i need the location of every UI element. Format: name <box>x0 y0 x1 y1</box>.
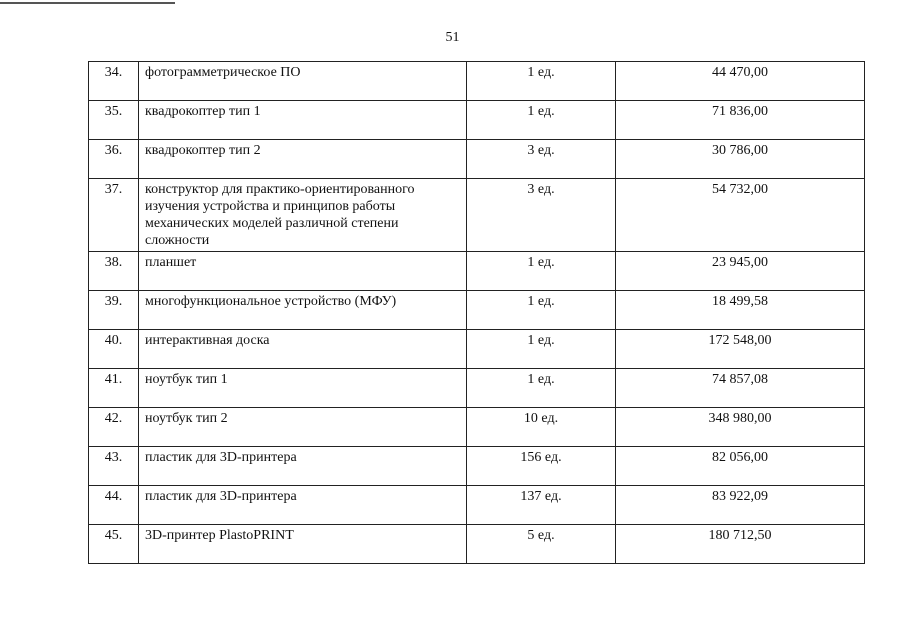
item-name: квадрокоптер тип 1 <box>139 101 467 140</box>
item-price: 54 732,00 <box>616 179 865 252</box>
table-row <box>89 486 865 525</box>
item-name: ноутбук тип 2 <box>139 408 467 447</box>
table-row <box>89 330 865 369</box>
item-quantity: 10 ед. <box>467 408 616 447</box>
item-quantity: 1 ед. <box>467 291 616 330</box>
item-quantity: 137 ед. <box>467 486 616 525</box>
item-quantity: 1 ед. <box>467 101 616 140</box>
row-number: 37. <box>89 179 139 252</box>
table-row <box>89 140 865 179</box>
item-price: 30 786,00 <box>616 140 865 179</box>
item-price: 23 945,00 <box>616 252 865 291</box>
row-number: 39. <box>89 291 139 330</box>
item-quantity: 1 ед. <box>467 252 616 291</box>
table-row <box>89 252 865 291</box>
table-row <box>89 525 865 564</box>
item-name: пластик для 3D-принтера <box>139 447 467 486</box>
item-price: 180 712,50 <box>616 525 865 564</box>
row-number: 44. <box>89 486 139 525</box>
row-number: 43. <box>89 447 139 486</box>
table-row <box>89 291 865 330</box>
item-quantity: 1 ед. <box>467 369 616 408</box>
row-number: 45. <box>89 525 139 564</box>
row-number: 41. <box>89 369 139 408</box>
page-number: 51 <box>445 30 460 45</box>
item-price: 74 857,08 <box>616 369 865 408</box>
item-name: интерактивная доска <box>139 330 467 369</box>
row-number: 34. <box>89 62 139 101</box>
item-price: 18 499,58 <box>616 291 865 330</box>
item-quantity: 3 ед. <box>467 140 616 179</box>
item-price: 44 470,00 <box>616 62 865 101</box>
table-row <box>89 62 865 101</box>
table-row <box>89 179 865 252</box>
item-name: конструктор для практико-ориентированного изучения устройства и принципов работы механических моделей различной степени сложности <box>139 179 467 252</box>
item-quantity: 3 ед. <box>467 179 616 252</box>
item-name: планшет <box>139 252 467 291</box>
item-name: квадрокоптер тип 2 <box>139 140 467 179</box>
item-price: 348 980,00 <box>616 408 865 447</box>
item-name: фотограмметрическое ПО <box>139 62 467 101</box>
equipment-table <box>88 61 865 564</box>
item-name: многофункциональное устройство (МФУ) <box>139 291 467 330</box>
item-quantity: 1 ед. <box>467 330 616 369</box>
table-row <box>89 408 865 447</box>
item-name: ноутбук тип 1 <box>139 369 467 408</box>
scan-edge-mark <box>0 2 175 4</box>
row-number: 40. <box>89 330 139 369</box>
row-number: 38. <box>89 252 139 291</box>
item-quantity: 156 ед. <box>467 447 616 486</box>
item-name: 3D-принтер PlastoPRINT <box>139 525 467 564</box>
item-quantity: 1 ед. <box>467 62 616 101</box>
item-quantity: 5 ед. <box>467 525 616 564</box>
table-row <box>89 101 865 140</box>
item-price: 82 056,00 <box>616 447 865 486</box>
item-price: 172 548,00 <box>616 330 865 369</box>
row-number: 36. <box>89 140 139 179</box>
table-row <box>89 369 865 408</box>
item-price: 83 922,09 <box>616 486 865 525</box>
table-row <box>89 447 865 486</box>
row-number: 35. <box>89 101 139 140</box>
item-price: 71 836,00 <box>616 101 865 140</box>
item-name: пластик для 3D-принтера <box>139 486 467 525</box>
row-number: 42. <box>89 408 139 447</box>
